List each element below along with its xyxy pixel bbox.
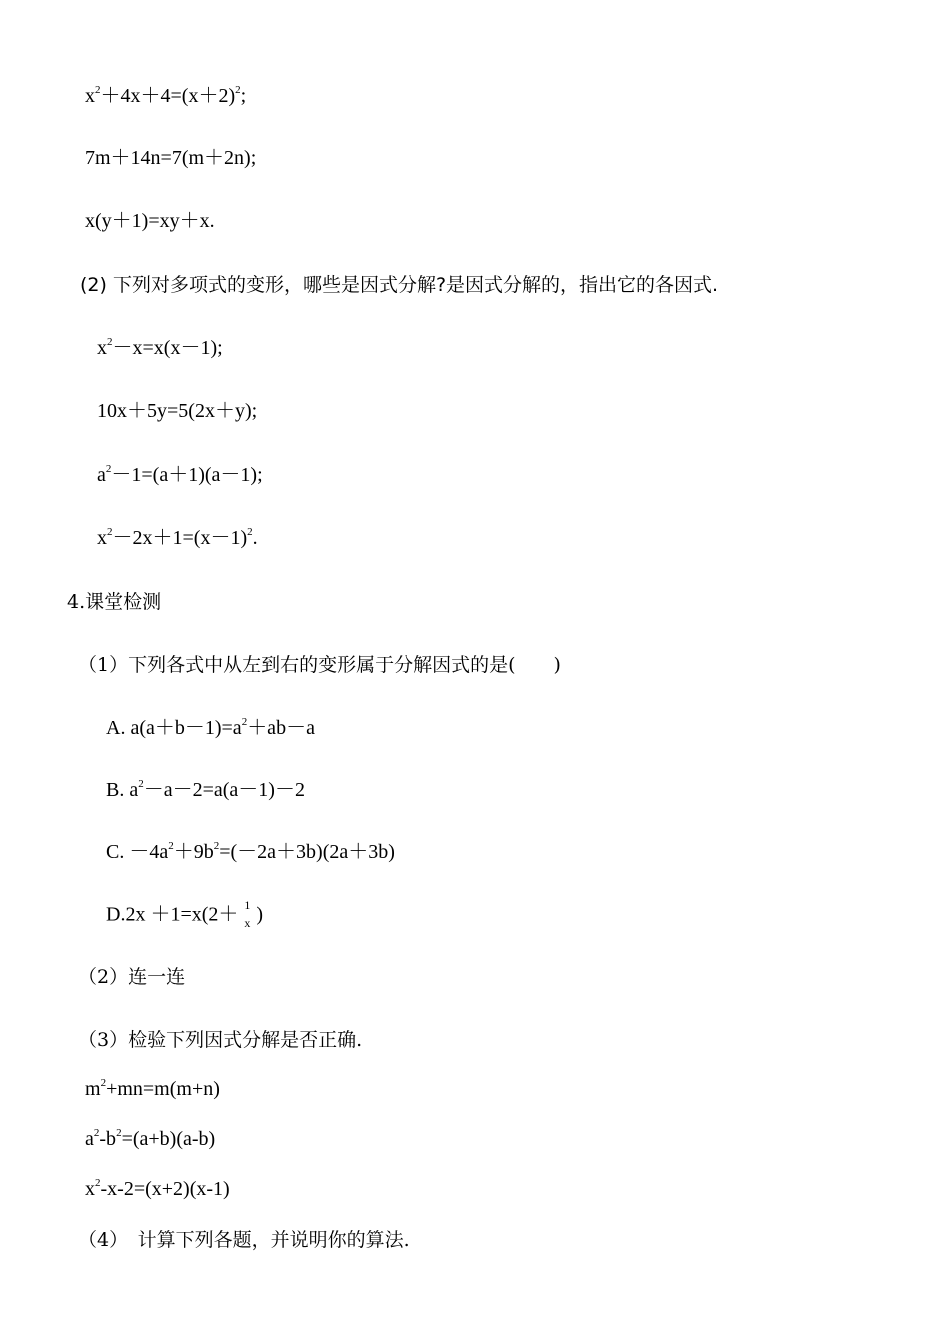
exponent: 2 bbox=[213, 840, 220, 852]
q2-equation-1 bbox=[97, 336, 223, 360]
exponent: 2 bbox=[107, 526, 113, 538]
exponent: 2 bbox=[95, 84, 101, 96]
q2-equation-2: 10x＋5y=5(2x＋y); bbox=[97, 400, 258, 422]
eq-text: －2x＋1=(x－1) bbox=[112, 527, 248, 549]
option-text: ) bbox=[256, 903, 264, 926]
exponent: 2 bbox=[235, 84, 241, 96]
exponent: 2 bbox=[247, 526, 253, 538]
exponent: 2 bbox=[105, 463, 112, 475]
eq-text: x bbox=[97, 337, 107, 359]
eq-text: -x-2=(x+2)(x-1) bbox=[100, 1178, 230, 1200]
option-text: D.2x ＋1=x(2＋ bbox=[106, 903, 239, 926]
option-text: A. a(a＋b－1)=a bbox=[106, 717, 242, 739]
exponent: 2 bbox=[116, 1127, 122, 1139]
eq-text: m bbox=[85, 1078, 101, 1100]
option-text: ＋9b bbox=[173, 841, 214, 863]
exponent: 2 bbox=[138, 778, 144, 790]
eq-text: . bbox=[252, 527, 258, 549]
fraction-numerator: 1 bbox=[244, 898, 251, 912]
eq-text: +mn=m(m+n) bbox=[106, 1078, 220, 1100]
equation-2: 7m＋14n=7(m＋2n); bbox=[85, 147, 257, 169]
exponent: 2 bbox=[241, 716, 248, 728]
section-4-heading: 4.课堂检测 bbox=[67, 591, 162, 613]
s4-question-3-stem: （3）检验下列因式分解是否正确. bbox=[78, 1029, 363, 1051]
option-d bbox=[106, 900, 263, 932]
s4-question-1-stem: （1）下列各式中从左到右的变形属于分解因式的是( ) bbox=[78, 654, 561, 676]
fraction bbox=[244, 898, 250, 930]
option-text: －a－2=a(a－1)－2 bbox=[143, 779, 305, 801]
q3-equation-3 bbox=[85, 1177, 230, 1201]
fraction-denominator: x bbox=[244, 916, 251, 930]
option-text: =(－2a＋3b)(2a＋3b) bbox=[219, 841, 395, 863]
eq-text: x bbox=[85, 1178, 95, 1200]
eq-text: x bbox=[97, 527, 107, 549]
option-text: C. －4a bbox=[106, 841, 169, 863]
exponent: 2 bbox=[93, 1127, 100, 1139]
q2-equation-4 bbox=[97, 526, 258, 550]
eq-text: a bbox=[85, 1128, 94, 1150]
eq-text: -b bbox=[99, 1128, 117, 1150]
eq-text: ; bbox=[240, 85, 247, 107]
eq-text: ＋4x＋4=(x＋2) bbox=[100, 85, 236, 107]
s4-question-4: （4） 计算下列各题，并说明你的算法. bbox=[78, 1229, 410, 1251]
exponent: 2 bbox=[95, 1177, 101, 1189]
eq-text: a bbox=[97, 464, 106, 486]
equation-1 bbox=[85, 84, 246, 108]
option-text: ＋ab－a bbox=[247, 717, 315, 739]
s4-question-2: （2）连一连 bbox=[78, 966, 186, 988]
exponent: 2 bbox=[100, 1077, 107, 1089]
eq-text: －1=(a＋1)(a－1); bbox=[111, 464, 263, 486]
question-2-title: (2) 下列对多项式的变形，哪些是因式分解?是因式分解的，指出它的各因式. bbox=[80, 274, 719, 296]
q3-equation-2 bbox=[85, 1127, 215, 1151]
q3-equation-1 bbox=[85, 1077, 220, 1101]
option-c bbox=[106, 840, 395, 864]
exponent: 2 bbox=[107, 336, 113, 348]
option-text: B. a bbox=[106, 779, 139, 801]
option-b bbox=[106, 778, 305, 802]
eq-text: x bbox=[85, 85, 95, 107]
eq-text: =(a+b)(a-b) bbox=[121, 1128, 216, 1150]
option-a bbox=[106, 716, 315, 740]
q2-equation-3 bbox=[97, 463, 263, 487]
exponent: 2 bbox=[168, 840, 174, 852]
eq-text: －x=x(x－1); bbox=[112, 337, 223, 359]
equation-3: x(y＋1)=xy＋x. bbox=[85, 210, 215, 232]
